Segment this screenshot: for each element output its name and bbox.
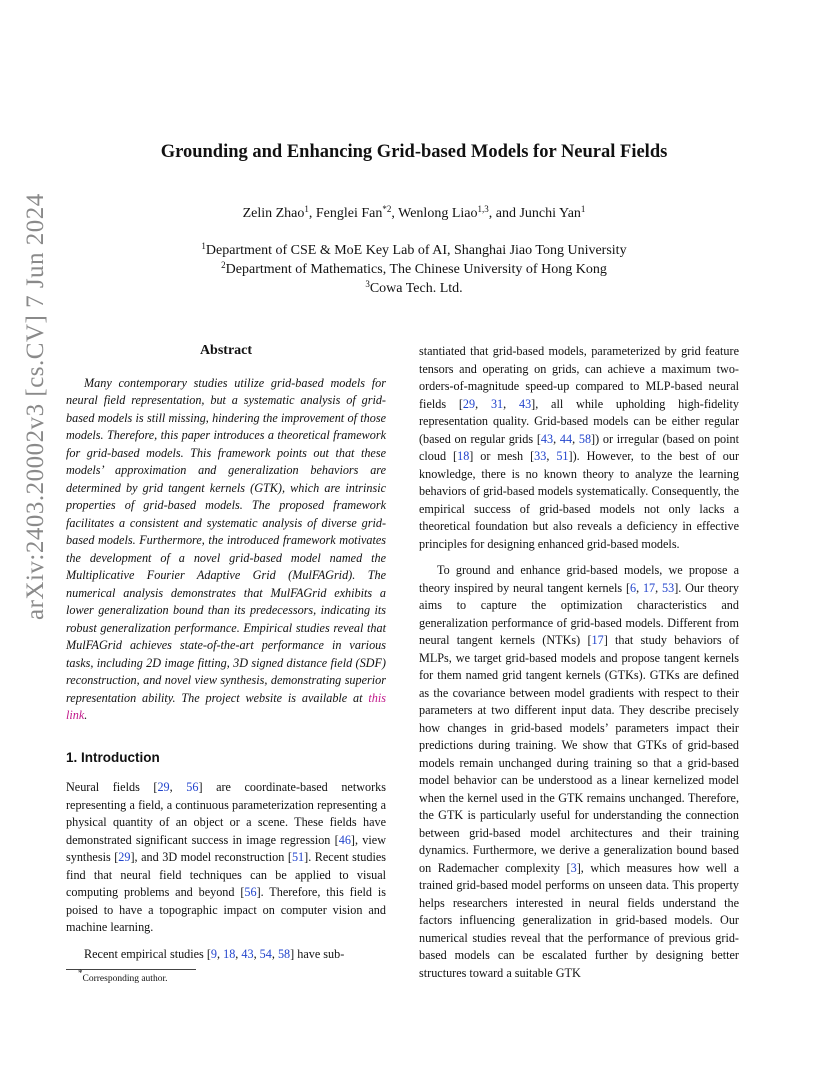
citation-link[interactable]: 53 (662, 580, 675, 595)
paragraph-text: ], view synthesis [ (66, 832, 386, 864)
author: Fenglei Fan$^{*2}$, (315, 204, 399, 221)
paragraph-text: , (655, 580, 662, 595)
citation-link[interactable]: 33 (534, 449, 547, 463)
intro-paragraph (419, 562, 739, 982)
affiliation: $^3$Cowa Tech. Ltd. (365, 279, 463, 296)
project-website-link[interactable]: this link (66, 690, 386, 722)
affiliations (80, 241, 748, 298)
citation-link[interactable]: 44 (559, 431, 573, 446)
abstract-heading: Abstract (199, 343, 253, 358)
paragraph-text: Neural fields [ (66, 780, 158, 794)
author: Wenlong Liao$^{1,3}$, and (398, 204, 520, 221)
paragraph-text: ] or mesh [ (469, 449, 535, 463)
paragraph-text: ], and 3D model reconstruction [ (130, 850, 292, 864)
paragraph-text: ], all while upholding high-fidelity representation quality. Grid-based models can be either regular (based on regular grids [ (419, 396, 740, 446)
right-column (419, 343, 739, 982)
citation-link[interactable]: 29 (157, 780, 170, 794)
intro-paragraph (66, 946, 386, 964)
paragraph-text: , (217, 946, 224, 961)
paragraph-text: , (475, 396, 491, 411)
paragraph-text: stantiated that grid-based models, parameterized by grid feature tensors and operating on grids, can achieve a maximum two-orders-of-magnitude speed-up compared to MLP-based neural fields [ (419, 344, 739, 411)
paragraph-text: , (503, 396, 519, 411)
paragraph-text: , (636, 580, 643, 595)
citation-link[interactable]: 17 (591, 633, 604, 647)
paragraph-text: ]. Recent studies find that neural field techniques can be applied to visual computing problems and beyond [ (66, 850, 386, 899)
footnote-rule (66, 969, 196, 970)
citation-link[interactable]: 43 (241, 946, 254, 961)
citation-link[interactable]: 56 (186, 780, 199, 794)
paragraph-text: , (253, 946, 260, 961)
paragraph-text: , (572, 431, 579, 446)
citation-link[interactable]: 51 (291, 850, 305, 864)
left-body (66, 779, 386, 963)
affiliation: $^1$Department of CSE & MoE Key Lab of AI, Shanghai Jiao Tong University (201, 241, 627, 258)
paragraph-text: To ground and enhance grid-based models, we propose a theory inspired by neural tangent kernels [ (419, 563, 739, 595)
citation-link[interactable]: 9 (210, 946, 218, 961)
paragraph-text: ]. Our theory aims to capture the optimization characteristics and generalization performance of grid-based models. Different from neural tangent kernels (NTKs) [ (419, 580, 739, 647)
citation-link[interactable]: 18 (223, 946, 236, 961)
citation-link[interactable]: 51 (556, 449, 569, 463)
abstract-text: Many contemporary studies utilize grid-based models for neural field representation, but a systematic analysis of grid-based models is still missing, hindering the improvement of those models. Therefore, this paper introduces a theoretical framework for grid-based models. This framework points out that these models’ approximation and generalization behaviors are determined by grid tangent kernels (GTK), which are intrinsic properties of grid-based models. The proposed framework facilitates a consistent and systematic analysis of diverse grid-based models. Furthermore, the introduced framework motivates the development of a novel grid-based model named the Multiplicative Fourier Adaptive Grid (MulFAGrid). The numerical analysis demonstrates that MulFAGrid exhibits a lower generalization bound than its predecessors, indicating its robust generalization performance. Empirical studies reveal that MulFAGrid achieves state-of-the-art performance in various tasks, including 2D image fitting, 3D signed distance field (SDF) reconstruction, and novel view synthesis, demonstrating superior representation ability. The project website is available at this link. (66, 375, 386, 722)
paragraph-text: ], which measures how well a trained grid-based model performs on unseen data. This property helps researchers interested in neural fields understand the factors influencing generalization in grid-based models. Our numerical studies reveal that the performance of previous grid-based models can be escalated further by designing better structures toward a suitable GTK (419, 860, 739, 980)
paragraph-text: Recent empirical studies [ (84, 946, 211, 961)
paragraph-text: ]) or irregular (based on point cloud [ (419, 431, 740, 463)
paragraph-text: ] are coordinate-based networks representing a field, a continuous parameterization representing a physical quantity of an object or a scene. These fields have demonstrated significant success in image regression [ (66, 780, 387, 847)
author: Junchi Yan$^1$ (519, 204, 586, 221)
citation-link[interactable]: 46 (338, 832, 351, 847)
citation-link[interactable]: 29 (462, 396, 476, 411)
paragraph-text: , (546, 449, 557, 463)
citation-link[interactable]: 54 (259, 946, 272, 961)
left-column (66, 342, 386, 986)
citation-link[interactable]: 43 (518, 396, 532, 411)
citation-link[interactable]: 58 (578, 431, 592, 446)
section-heading-introduction: 1. Introduction (66, 749, 160, 765)
intro-paragraph (419, 343, 739, 553)
paragraph-text: , (553, 431, 560, 446)
citation-link[interactable]: 6 (630, 580, 637, 595)
author: Zelin Zhao$^1$, (242, 204, 316, 221)
footnote: *Corresponding author. (78, 968, 168, 984)
author-list (80, 206, 748, 222)
citation-link[interactable]: 3 (570, 860, 577, 875)
paper-title: Grounding and Enhancing Grid-based Models for Neural Fields (160, 142, 668, 162)
paragraph-text: ] that study behaviors of MLPs, we target grid-based models and propose tangent kernels for them named grid tangent kernels (GTKs). GTKs are defined as the covariance between model gradients with respect to their parameters at two different input data. They describe precisely how changes in grid-based models’ parameters impact their predictions during training. We show that GTKs of grid-based models remain unchanged during training so that a grid-based model behavior can be understood as a linear kernelized model when the kernel used in the GTK remains unchanged. Therefore, the GTK is particularly useful for understanding the connection between grid-based model architectures and their training dynamics. Furthermore, we derive a generalization bound based on Rademacher complexity [ (419, 633, 740, 875)
paragraph-text: ] have sub- (290, 946, 345, 961)
right-body (419, 343, 739, 982)
citation-link[interactable]: 29 (118, 850, 131, 864)
citation-link[interactable]: 58 (277, 946, 291, 961)
citation-link[interactable]: 17 (642, 580, 656, 595)
paragraph-text: ]). However, to the best of our knowledge, there is no known theory to analyze the learning behaviors of grid-based models systematically. Consequently, the empirical success of grid-based models not only lacks a theoretical foundation but also reveals a deficiency in effective principles for designing enhanced grid-based models. (419, 449, 740, 551)
paragraph-text: , (271, 946, 278, 961)
intro-paragraph (66, 779, 386, 937)
citation-link[interactable]: 56 (244, 885, 257, 899)
paragraph-text: , (235, 946, 242, 961)
paragraph-text: ]. Therefore, this field is poised to have a topographic impact on computer vision and machine learning. (66, 885, 386, 934)
paragraph-text: , (169, 780, 187, 794)
citation-link[interactable]: 43 (540, 431, 554, 446)
citation-link[interactable]: 18 (457, 449, 470, 463)
arxiv-stamp: arXiv:2403.20002v3 [cs.CV] 7 Jun 2024 (22, 193, 49, 620)
citation-link[interactable]: 31 (490, 396, 504, 411)
affiliation: $^2$Department of Mathematics, The Chinese University of Hong Kong (221, 260, 607, 277)
